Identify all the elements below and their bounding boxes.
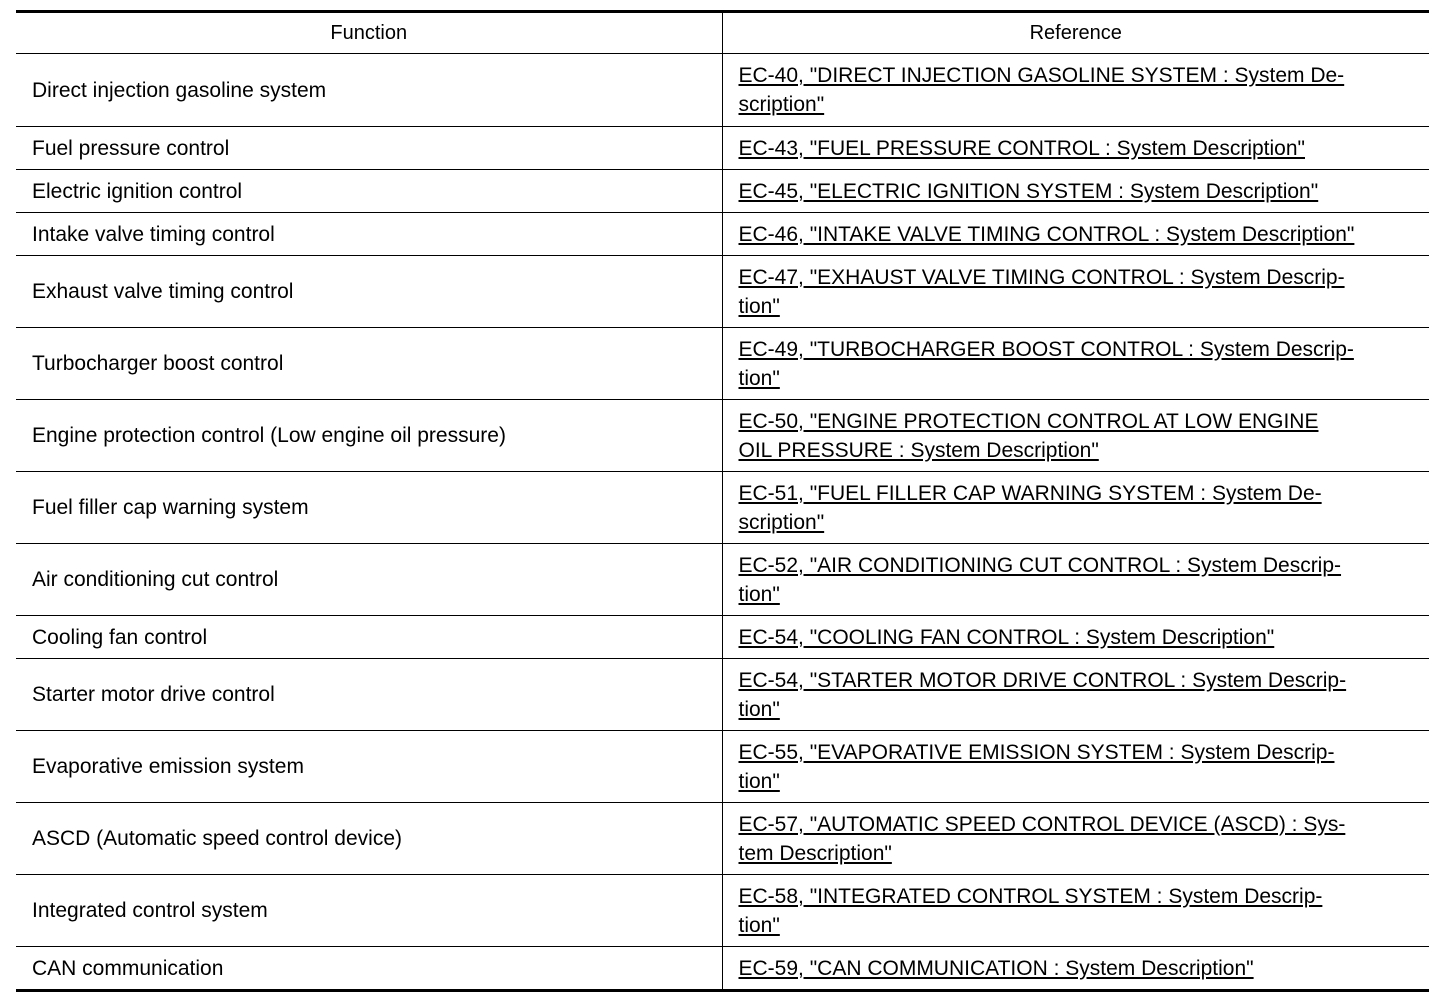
reference-link[interactable] [739,551,1424,609]
function-cell: Turbocharger boost control [16,328,722,400]
reference-line: scription" [738,510,825,534]
reference-link[interactable] [739,738,1424,796]
reference-cell [722,170,1429,213]
reference-line: OIL PRESSURE : System Description" [738,438,1099,462]
reference-line: tem Description" [738,841,892,865]
reference-link[interactable] [739,623,1424,652]
function-reference-table [16,10,1429,992]
function-cell: Cooling fan control [16,616,722,659]
reference-line: tion" [738,913,780,937]
reference-link[interactable] [739,177,1424,206]
reference-line: EC-51, "FUEL FILLER CAP WARNING SYSTEM : System De- [738,481,1322,505]
function-cell: Fuel filler cap warning system [16,472,722,544]
function-cell: Air conditioning cut control [16,544,722,616]
reference-cell [722,731,1429,803]
reference-line: EC-46, "INTAKE VALVE TIMING CONTROL : System Description" [738,222,1355,246]
table-row [16,472,1429,544]
reference-cell [722,400,1429,472]
reference-line: EC-49, "TURBOCHARGER BOOST CONTROL : System Descrip- [738,337,1354,361]
reference-line: EC-54, "COOLING FAN CONTROL : System Description" [738,625,1275,649]
reference-line: EC-59, "CAN COMMUNICATION : System Description" [738,956,1254,980]
reference-link[interactable] [739,263,1424,321]
table-row [16,127,1429,170]
reference-line: scription" [738,93,825,116]
reference-cell [722,328,1429,400]
reference-line: EC-57, "AUTOMATIC SPEED CONTROL DEVICE (ASCD) : Sys- [738,812,1346,836]
table-row [16,213,1429,256]
reference-line: EC-40, "DIRECT INJECTION GASOLINE SYSTEM : System De- [738,64,1345,87]
table-row [16,328,1429,400]
reference-link[interactable] [739,220,1424,249]
function-cell: Electric ignition control [16,170,722,213]
function-cell: Exhaust valve timing control [16,256,722,328]
function-cell: Intake valve timing control [16,213,722,256]
function-cell: Integrated control system [16,875,722,947]
function-cell: Fuel pressure control [16,127,722,170]
function-cell: ASCD (Automatic speed control device) [16,803,722,875]
table-row [16,659,1429,731]
reference-link[interactable] [739,407,1424,465]
reference-line: EC-52, "AIR CONDITIONING CUT CONTROL : System Descrip- [738,553,1342,577]
function-cell: Starter motor drive control [16,659,722,731]
table-header-row [16,12,1429,54]
reference-line: tion" [738,294,780,318]
reference-line: tion" [738,582,780,606]
reference-line: tion" [738,366,780,390]
reference-cell [722,659,1429,731]
table-row [16,731,1429,803]
reference-link[interactable] [739,61,1424,119]
table-row [16,875,1429,947]
reference-link[interactable] [739,810,1424,868]
table-row [16,803,1429,875]
table-row [16,54,1429,127]
reference-cell [722,472,1429,544]
reference-link[interactable] [739,954,1424,983]
reference-line: EC-54, "STARTER MOTOR DRIVE CONTROL : System Descrip- [738,668,1347,692]
reference-line: EC-45, "ELECTRIC IGNITION SYSTEM : System Description" [738,179,1319,203]
reference-link[interactable] [739,335,1424,393]
reference-cell [722,947,1429,991]
function-cell: Evaporative emission system [16,731,722,803]
table-row [16,170,1429,213]
reference-line: EC-58, "INTEGRATED CONTROL SYSTEM : System Descrip- [738,884,1323,908]
table-row [16,544,1429,616]
reference-link[interactable] [739,479,1424,537]
header-function: Function [16,12,722,54]
table-row [16,256,1429,328]
reference-cell [722,127,1429,170]
table-row [16,616,1429,659]
reference-cell [722,544,1429,616]
reference-link[interactable] [739,134,1424,163]
reference-link[interactable] [739,666,1424,724]
reference-line: EC-55, "EVAPORATIVE EMISSION SYSTEM : System Descrip- [738,740,1335,764]
reference-cell [722,803,1429,875]
reference-line: EC-50, "ENGINE PROTECTION CONTROL AT LOW ENGINE [738,409,1319,433]
reference-cell [722,616,1429,659]
reference-line: EC-43, "FUEL PRESSURE CONTROL : System Description" [738,136,1305,160]
reference-cell [722,54,1429,127]
header-reference: Reference [722,12,1429,54]
function-cell: Direct injection gasoline system [16,54,722,127]
function-cell: CAN communication [16,947,722,991]
reference-cell [722,256,1429,328]
reference-cell [722,213,1429,256]
reference-line: EC-47, "EXHAUST VALVE TIMING CONTROL : System Descrip- [738,265,1345,289]
reference-cell [722,875,1429,947]
reference-line: tion" [738,697,780,721]
function-cell: Engine protection control (Low engine oil pressure) [16,400,722,472]
reference-link[interactable] [739,882,1424,940]
reference-line: tion" [738,769,780,793]
table-row [16,947,1429,991]
table-row [16,400,1429,472]
